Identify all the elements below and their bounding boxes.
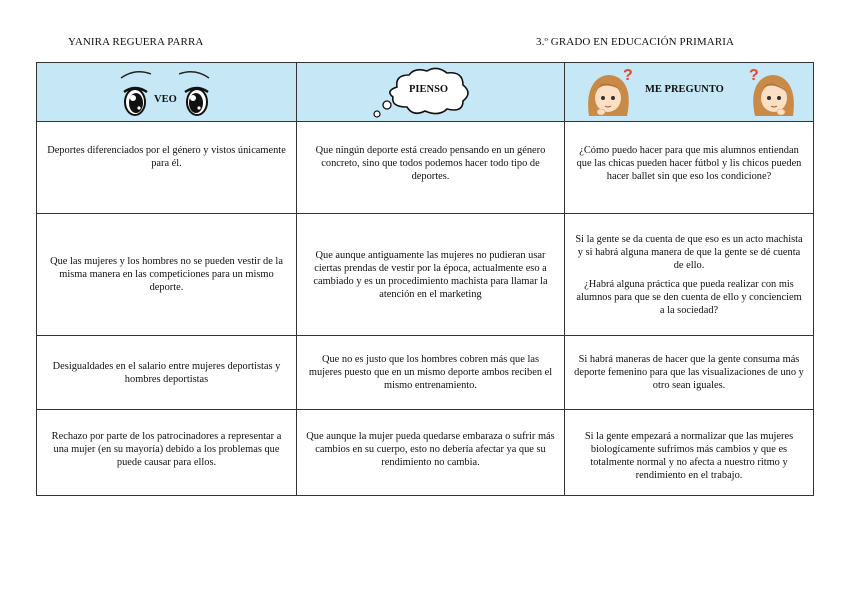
- table-row: [37, 214, 814, 336]
- svg-text:?: ?: [749, 67, 759, 84]
- pregunto-text: Si la gente se da cuenta de que eso es un acto machista y si habrá alguna manera de que la gente se dé cuenta de ello.: [575, 233, 803, 271]
- pregunto-text: Si la gente empezará a normalizar que las mujeres biologícamente sufrimos más cambios y que es totalmente normal y no afecta a nuestro ritmo y rendimiento en el trabajo.: [584, 431, 794, 481]
- veo-cell: Rechazo por parte de los patrocinadores a representar a una mujer (en su mayoría) debido a los problemas que puede causar para ellos.: [37, 410, 297, 496]
- veo-cell: Deportes diferenciados por el género y vistos únicamente para él.: [37, 122, 297, 214]
- pregunto-text: ¿Habrá alguna práctica que pueda realizar con mis alumnos para que se den cuenta de ello y concienciem a la sociedad?: [576, 278, 802, 316]
- svg-text:?: ?: [623, 67, 633, 84]
- wondering-girl-icon: [743, 64, 803, 120]
- column-label-veo: VEO: [154, 94, 177, 105]
- table-header-row: [37, 63, 814, 122]
- column-label-pienso: PIENSO: [409, 84, 449, 95]
- pregunto-cell: [565, 214, 814, 336]
- pregunto-text: Si habrá maneras de hacer que la gente consuma más deporte femenino para que las visualizaciones de uno y otro sean iguales.: [574, 354, 804, 391]
- column-label-me-pregunto: ME PREGUNTO: [645, 84, 724, 95]
- course-name: 3.º GRADO EN EDUCACIÓN PRIMARIA: [536, 36, 735, 48]
- column-header-veo: [37, 63, 297, 122]
- thinking-routine-table: [36, 62, 814, 496]
- wondering-girl-icon: [579, 64, 639, 120]
- table-row: [37, 336, 814, 410]
- pienso-cell: Que aunque la mujer pueda quedarse embaraza o sufrir más cambios en su cuerpo, esto no debería afectar ya que su rendimiento no cambia.: [297, 410, 565, 496]
- pregunto-cell: [565, 336, 814, 410]
- pregunto-text: ¿Cómo puedo hacer para que mis alumnos entiendan que las chicas pueden hacer fútbol y lis chicos pueden hacer ballet sin que eso los condicione?: [576, 145, 802, 182]
- eyes-icon: [111, 64, 221, 120]
- table-row: [37, 410, 814, 496]
- pienso-cell: Que ningún deporte está creado pensando en un género concreto, sino que todos podemos hacer todo tipo de deportes.: [297, 122, 565, 214]
- pienso-cell: Que no es justo que los hombres cobren más que las mujeres puesto que en un mismo deporte ambos reciben el mismo entrenamiento.: [297, 336, 565, 410]
- veo-cell: Desigualdades en el salario entre mujeres deportistas y hombres deportistas: [37, 336, 297, 410]
- veo-cell: Que las mujeres y los hombres no se pueden vestir de la misma manera en las competiciones para un mismo deporte.: [37, 214, 297, 336]
- pienso-cell: Que aunque antiguamente las mujeres no pudieran usar ciertas prendas de vestir por la época, actualmente eso a cambiado y es un procedimiento machista para llamar la atención en el marketing: [297, 214, 565, 336]
- author-name: YANIRA REGUERA PARRA: [68, 36, 204, 48]
- pregunto-cell: [565, 122, 814, 214]
- column-header-me-pregunto: [565, 63, 814, 122]
- pregunto-cell: [565, 410, 814, 496]
- table-row: [37, 122, 814, 214]
- column-header-pienso: [297, 63, 565, 122]
